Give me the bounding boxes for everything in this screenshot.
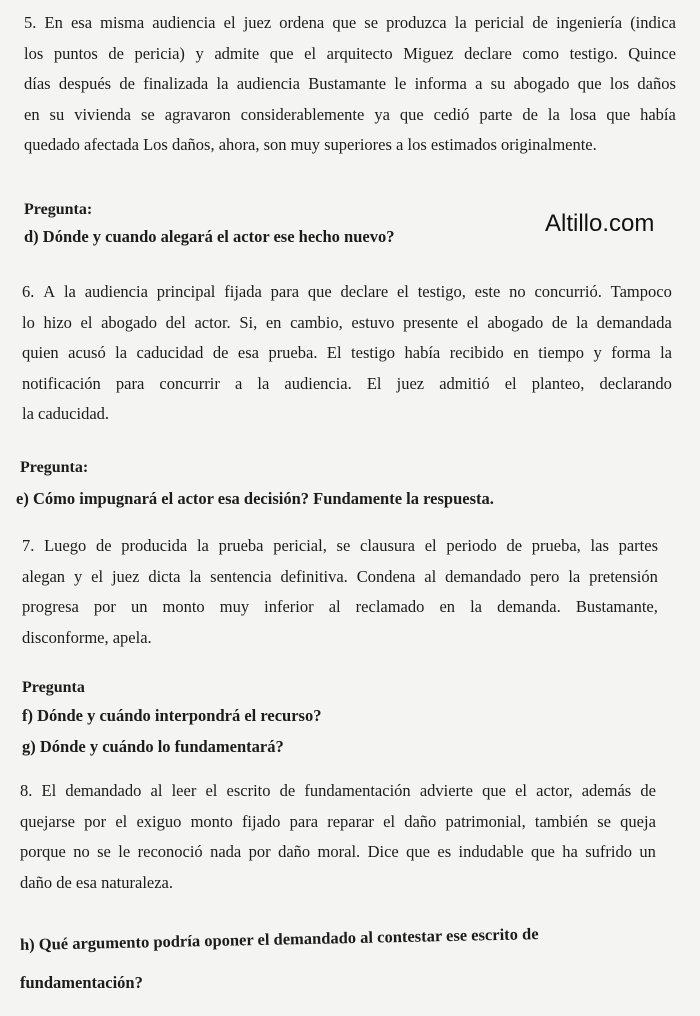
paragraph-line: daño de esa naturaleza.	[20, 872, 173, 892]
word: estuvo	[351, 312, 395, 332]
word: arquitecto	[326, 43, 393, 63]
word: principal	[156, 282, 216, 301]
word: caducidad	[136, 343, 204, 362]
question-label: Pregunta	[22, 679, 85, 696]
word: Luego	[44, 536, 87, 555]
word: prueba	[218, 536, 264, 555]
word: testigo.	[569, 43, 618, 63]
word: inferior	[264, 597, 314, 616]
word: la	[547, 104, 560, 124]
paragraph-line	[22, 308, 672, 339]
word: 6.	[22, 282, 35, 301]
word: lo	[22, 312, 35, 332]
question-h: h) Qué argumento podría oponer el demandado al contestar ese escrito de	[19, 924, 539, 954]
word: que	[531, 842, 555, 861]
word: definitiva.	[280, 566, 348, 586]
word: planteo,	[531, 373, 585, 393]
word: notificación	[22, 373, 101, 393]
question-label: Pregunta:	[24, 201, 93, 218]
word: los	[24, 43, 44, 63]
word: exiguo	[136, 811, 182, 831]
paragraph-line	[22, 277, 672, 308]
word: la	[216, 74, 229, 93]
paragraph-line	[22, 531, 658, 562]
word: tiempo	[538, 343, 585, 362]
word: que	[399, 104, 424, 124]
word: recibido	[449, 343, 504, 362]
word: demandada	[596, 312, 672, 332]
word: no	[73, 842, 90, 861]
paragraph-line	[22, 562, 658, 593]
word: no	[509, 282, 526, 301]
question-label: Pregunta:	[20, 459, 89, 476]
word: la	[63, 282, 76, 301]
word: acusó	[68, 343, 106, 362]
word: el	[205, 781, 218, 800]
word: Tampoco	[610, 282, 672, 301]
word: había	[404, 343, 441, 362]
word: fijado	[241, 811, 281, 831]
paragraph-line	[20, 837, 656, 868]
word: progresa	[22, 597, 79, 616]
word: actor.	[194, 312, 231, 332]
word: de	[119, 74, 135, 93]
word: demandado	[65, 781, 142, 800]
word: como	[522, 43, 560, 63]
word: alegan	[22, 566, 66, 586]
word: por	[93, 597, 116, 616]
word: por	[248, 842, 271, 861]
word: Bustamante	[308, 74, 387, 93]
word: sufrido	[585, 842, 632, 861]
word: y	[73, 566, 83, 586]
word: indudable	[458, 842, 524, 861]
word: su	[49, 104, 65, 124]
word: el	[515, 781, 527, 800]
word: audiencia	[84, 282, 148, 301]
question-d: d) Dónde y cuando alegará el actor ese hecho nuevo?	[24, 227, 395, 246]
word: del	[165, 312, 186, 332]
word: en	[439, 597, 456, 616]
word: el	[466, 312, 479, 332]
word: actor,	[536, 781, 573, 800]
word: testigo	[351, 343, 396, 362]
word: abogado	[513, 74, 570, 93]
word: la	[257, 373, 270, 393]
word: de	[279, 781, 296, 800]
word: parte	[479, 104, 513, 124]
word: puntos	[53, 43, 98, 63]
word: para	[115, 373, 145, 393]
word: el	[383, 811, 396, 831]
word: este	[474, 282, 501, 301]
word: la	[189, 566, 202, 586]
word: concurrir	[159, 373, 220, 393]
word: que	[482, 781, 506, 800]
word: después	[58, 74, 112, 93]
word: ya	[374, 104, 390, 124]
word: finalizada	[143, 74, 209, 93]
word: fundamentación	[304, 781, 411, 800]
word: se	[364, 13, 379, 32]
word: se	[597, 811, 611, 831]
word: el	[304, 43, 317, 63]
word: 7.	[22, 536, 35, 555]
word: en	[513, 343, 529, 362]
word: produzca	[386, 13, 447, 32]
paragraph-line	[24, 39, 676, 70]
word: moral.	[317, 842, 361, 861]
word: patrimonial,	[445, 811, 526, 831]
word: esa	[70, 13, 93, 32]
word: sentencia	[210, 566, 272, 586]
word: 8.	[20, 781, 33, 800]
word: y	[593, 343, 602, 362]
word: abogado	[487, 312, 544, 332]
word: muy	[219, 597, 250, 616]
word: y	[195, 43, 204, 63]
word: para	[289, 811, 319, 831]
watermark: Altillo.com	[545, 210, 655, 237]
word: que	[269, 43, 294, 63]
paragraph-line	[20, 776, 656, 807]
word: los	[609, 74, 630, 93]
word: declare	[464, 43, 512, 63]
word: concurrió.	[534, 282, 602, 301]
word: el	[91, 566, 104, 586]
word: Dice	[367, 842, 399, 861]
word: En	[44, 13, 63, 32]
question-e: e) Cómo impugnará el actor esa decisión? Fundamente la respuesta.	[16, 489, 494, 508]
word: declarando	[599, 373, 672, 393]
word: se	[97, 842, 111, 861]
word: abogado	[101, 312, 158, 332]
word: Condena	[356, 566, 416, 586]
question-h-continued: fundamentación?	[20, 973, 143, 992]
word: que	[577, 74, 602, 93]
word: daño	[278, 842, 311, 861]
word: días	[24, 74, 51, 93]
word: ha	[562, 842, 578, 861]
word: Miguez	[403, 43, 454, 63]
word: a	[475, 74, 483, 93]
word: reparar	[327, 811, 374, 831]
word: para	[270, 282, 300, 301]
word: prueba,	[531, 536, 581, 555]
word: ordena	[279, 13, 325, 32]
word: en	[24, 104, 40, 124]
word: la	[454, 13, 467, 32]
word: 5.	[24, 13, 37, 32]
word: forma	[611, 343, 651, 362]
word: misma	[100, 13, 145, 32]
word: pericia)	[134, 43, 185, 63]
paragraph-line: la caducidad.	[22, 404, 110, 423]
word: losa	[569, 104, 597, 124]
word: que	[606, 104, 631, 124]
word: daño	[404, 811, 437, 831]
word: monto	[190, 811, 233, 831]
word: la	[576, 312, 589, 332]
word: considerablemente	[240, 104, 365, 124]
word: audiencia.	[284, 373, 352, 393]
word: la	[660, 343, 672, 362]
word: la	[470, 597, 483, 616]
word: partes	[618, 536, 658, 555]
word: quien	[22, 343, 59, 362]
paragraph-line	[22, 369, 672, 400]
word: el	[115, 811, 128, 831]
word: (indica	[630, 13, 676, 32]
word: ingeniería	[556, 13, 623, 32]
word: que	[332, 13, 357, 32]
word: en	[265, 312, 282, 332]
paragraph-5	[24, 8, 676, 161]
paragraph-8	[20, 776, 656, 898]
word: A	[43, 282, 56, 301]
word: Bustamante,	[575, 597, 658, 616]
paragraph-7	[22, 531, 658, 653]
paragraph-line	[22, 338, 672, 369]
word: cedió	[433, 104, 470, 124]
word: el	[223, 13, 236, 32]
word: de	[108, 43, 124, 63]
word: de	[522, 104, 538, 124]
word: es	[437, 842, 452, 861]
word: escrito	[226, 781, 271, 800]
word: por	[84, 811, 107, 831]
word: pero	[530, 566, 560, 586]
word: queja	[620, 811, 656, 831]
word: juez	[396, 373, 425, 393]
word: juez	[243, 13, 272, 32]
word: al	[424, 566, 437, 586]
word: nada	[210, 842, 242, 861]
word: hizo	[43, 312, 72, 332]
word: el	[504, 373, 517, 393]
word: al	[328, 597, 341, 616]
word: porque	[20, 842, 66, 861]
word: daños	[637, 74, 676, 93]
word: su	[490, 74, 506, 93]
word: leer	[171, 781, 197, 800]
paragraph-line	[24, 8, 676, 39]
word: reclamado	[355, 597, 425, 616]
word: de	[212, 343, 229, 362]
word: también	[534, 811, 589, 831]
word: de	[551, 312, 568, 332]
word: periodo	[446, 536, 497, 555]
word: El	[326, 343, 342, 362]
word: El	[41, 781, 57, 800]
word: fijada	[224, 282, 262, 301]
word: informa	[414, 74, 467, 93]
word: a	[234, 373, 243, 393]
word: testigo,	[417, 282, 466, 301]
paragraph-line	[20, 807, 656, 838]
word: de	[532, 13, 548, 32]
paragraph-line	[24, 69, 676, 100]
word: reconoció	[137, 842, 203, 861]
word: vivienda	[74, 104, 132, 124]
word: prueba.	[268, 343, 318, 362]
word: dicta	[148, 566, 181, 586]
word: le	[394, 74, 407, 93]
word: declare	[340, 282, 389, 301]
question-f: f) Dónde y cuándo interpondrá el recurso?	[22, 706, 322, 725]
word: Quince	[628, 43, 676, 63]
word: producida	[121, 536, 188, 555]
word: advierte	[419, 781, 473, 800]
word: quejarse	[20, 811, 75, 831]
word: esa	[237, 343, 259, 362]
word: pretensión	[589, 566, 658, 586]
word: de	[95, 536, 112, 555]
word: audiencia	[236, 74, 300, 93]
word: presente	[403, 312, 459, 332]
paragraph-line	[24, 100, 676, 131]
paragraph-6	[22, 277, 672, 430]
word: se	[336, 536, 351, 555]
word: pericial	[474, 13, 525, 32]
paragraph-line: disconforme, apela.	[22, 627, 152, 647]
word: la	[196, 536, 209, 555]
word: las	[590, 536, 609, 555]
word: que	[406, 842, 430, 861]
word: que	[307, 282, 332, 301]
word: agravaron	[164, 104, 231, 124]
word: el	[396, 282, 409, 301]
paragraph-line: quedado afectada Los daños, ahora, son muy superiores a los estimados originalmente.	[24, 135, 597, 154]
word: clausura	[360, 536, 415, 555]
word: había	[640, 104, 676, 124]
word: demandado	[445, 566, 522, 586]
word: un	[639, 842, 656, 861]
word: demanda.	[497, 597, 561, 616]
word: de	[640, 781, 656, 800]
word: admitió	[439, 373, 490, 393]
word: se	[140, 104, 155, 124]
word: cambio,	[290, 312, 343, 332]
word: de	[506, 536, 523, 555]
word: la	[115, 343, 128, 362]
word: le	[118, 842, 131, 861]
word: juez	[111, 566, 140, 586]
word: admite	[214, 43, 260, 63]
word: audiencia	[152, 13, 216, 32]
word: además	[581, 781, 632, 800]
word: pericial,	[273, 536, 327, 555]
word: el	[80, 312, 93, 332]
word: Si,	[239, 312, 258, 332]
paragraph-line	[22, 592, 658, 623]
word: un	[130, 597, 148, 616]
word: El	[366, 373, 382, 393]
word: el	[424, 536, 437, 555]
word: monto	[162, 597, 205, 616]
word: al	[150, 781, 163, 800]
question-g: g) Dónde y cuándo lo fundamentará?	[22, 737, 284, 756]
word: la	[568, 566, 581, 586]
